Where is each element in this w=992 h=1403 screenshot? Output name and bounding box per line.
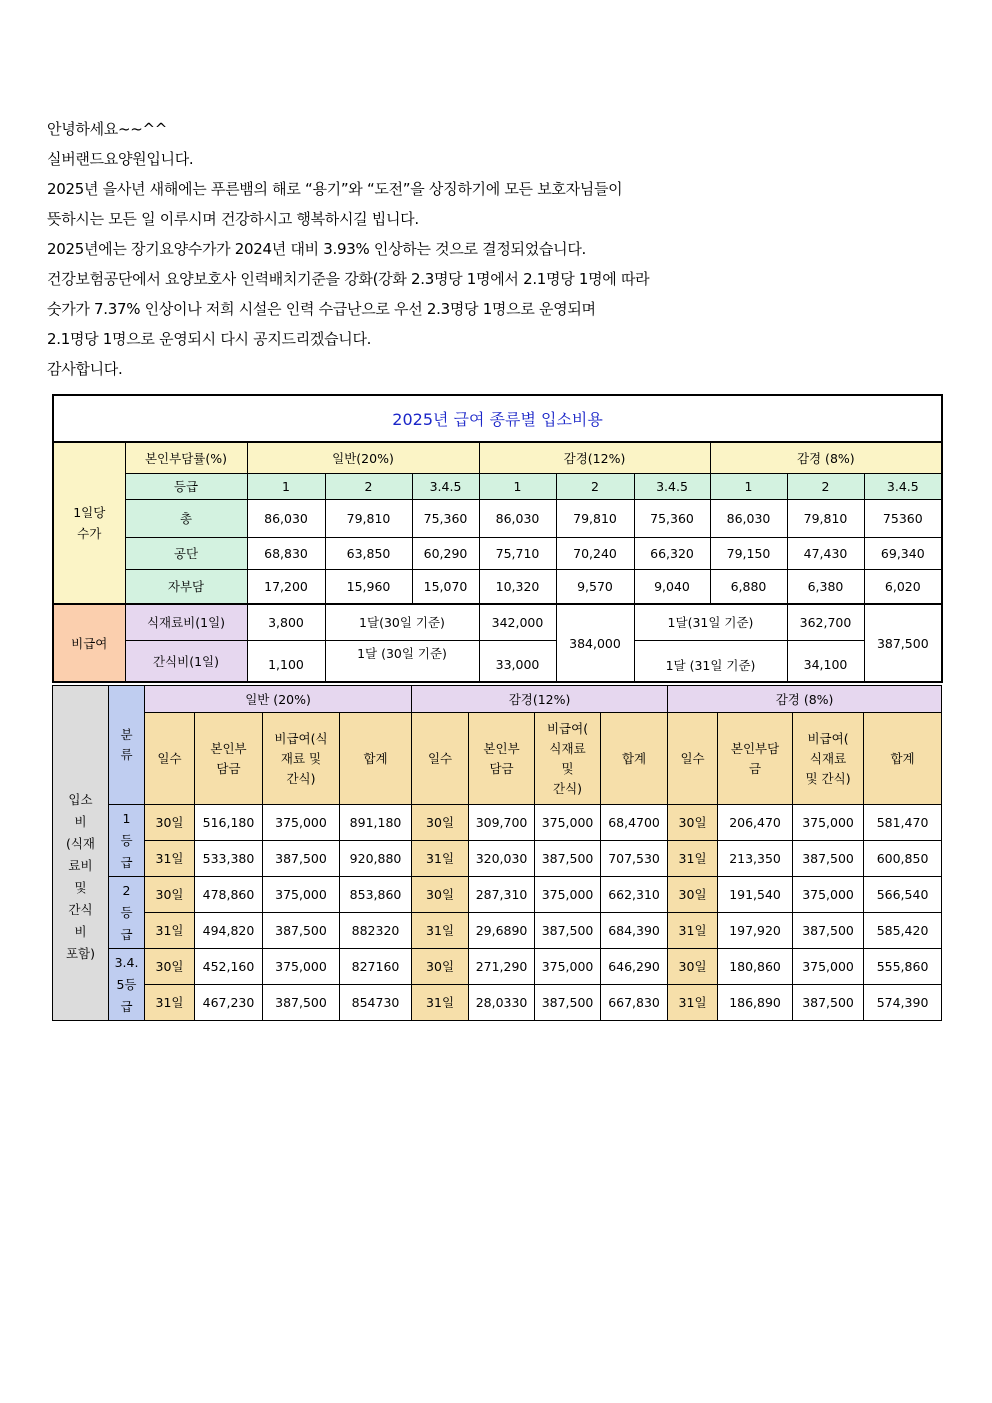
days-cell: 31일 <box>412 985 469 1021</box>
grade-label: 3.4. 5등 급 <box>109 949 145 1021</box>
days-cell: 30일 <box>412 877 469 913</box>
cost-cell: 387,500 <box>263 841 340 877</box>
total-cell: 667,830 <box>601 985 668 1021</box>
days-cell: 31일 <box>668 913 718 949</box>
col-header: 본인부 담금 <box>195 713 263 805</box>
grade-label: 1 등 급 <box>109 805 145 877</box>
cost-cell: 29,6890 <box>469 913 535 949</box>
cost-cell: 375,000 <box>263 805 340 841</box>
cost-cell: 271,290 <box>469 949 535 985</box>
letter-line: 건강보험공단에서 요양보호사 인력배치기준을 강화(강화 2.3명당 1명에서 2.1명당 1명에 따라 <box>47 270 650 288</box>
group-header: 감경(12%) <box>479 442 710 473</box>
rate-label: 본인부담률(%) <box>125 442 247 473</box>
cost-cell: 309,700 <box>469 805 535 841</box>
total-cell: 68,4700 <box>601 805 668 841</box>
cost-cell: 494,820 <box>195 913 263 949</box>
cost-cell: 478,860 <box>195 877 263 913</box>
total-cell: 882320 <box>340 913 412 949</box>
total-cell: 585,420 <box>864 913 942 949</box>
fee-cell: 17,200 <box>247 569 325 604</box>
cost-cell: 287,310 <box>469 877 535 913</box>
cost-cell: 206,470 <box>718 805 793 841</box>
col-header: 일수 <box>412 713 469 805</box>
snack-31-total: 34,100 <box>787 640 864 682</box>
fee-cell: 70,240 <box>556 537 634 569</box>
days-cell: 30일 <box>412 949 469 985</box>
fee-cell: 86,030 <box>710 499 787 537</box>
days-cell: 31일 <box>145 913 195 949</box>
col-header: 일수 <box>145 713 195 805</box>
grade-label: 2 등 급 <box>109 877 145 949</box>
fee-cell: 66,320 <box>634 537 710 569</box>
snack-daily-value: 1,100 <box>247 640 325 682</box>
fee-cell: 75,710 <box>479 537 556 569</box>
grade-header: 3.4.5 <box>412 473 479 499</box>
meal-31-total: 362,700 <box>787 604 864 640</box>
row-label-self-pay: 자부담 <box>125 569 247 604</box>
group-header: 감경 (8%) <box>710 442 942 473</box>
meal-month31-label: 1달(31일 기준) <box>634 604 787 640</box>
group-header: 일반 (20%) <box>145 686 412 713</box>
total-cell: 854730 <box>340 985 412 1021</box>
cost-cell: 387,500 <box>793 913 864 949</box>
col-header: 합계 <box>864 713 942 805</box>
fee-cell: 47,430 <box>787 537 864 569</box>
cost-cell: 387,500 <box>793 985 864 1021</box>
fee-table-title: 2025년 급여 종류별 입소비용 <box>53 395 942 442</box>
cost-cell: 375,000 <box>535 877 601 913</box>
cost-cell: 387,500 <box>535 841 601 877</box>
days-cell: 30일 <box>145 949 195 985</box>
total-cell: 555,860 <box>864 949 942 985</box>
grade-header: 2 <box>325 473 412 499</box>
fee-cell: 79,810 <box>325 499 412 537</box>
cost-cell: 387,500 <box>535 985 601 1021</box>
cost-cell: 516,180 <box>195 805 263 841</box>
fee-cell: 9,040 <box>634 569 710 604</box>
combined-31-total: 387,500 <box>864 604 942 682</box>
grade-header: 3.4.5 <box>864 473 942 499</box>
total-cell: 891,180 <box>340 805 412 841</box>
days-cell: 30일 <box>668 805 718 841</box>
cost-cell: 387,500 <box>793 841 864 877</box>
cost-cell: 387,500 <box>535 913 601 949</box>
letter-line: 감사합니다. <box>47 360 123 378</box>
cost-cell: 387,500 <box>263 985 340 1021</box>
group-header: 일반(20%) <box>247 442 479 473</box>
cost-cell: 375,000 <box>535 949 601 985</box>
fee-cell: 9,570 <box>556 569 634 604</box>
grade-header: 3.4.5 <box>634 473 710 499</box>
letter-line: 숫가가 7.37% 인상이나 저희 시설은 인력 수급난으로 우선 2.3명당 1명으로 운영되며 <box>47 300 596 318</box>
fee-cell: 75360 <box>864 499 942 537</box>
fee-cell: 60,290 <box>412 537 479 569</box>
meal-30-total: 342,000 <box>479 604 556 640</box>
cost-cell: 375,000 <box>793 877 864 913</box>
fee-cell: 6,880 <box>710 569 787 604</box>
cost-cell: 186,890 <box>718 985 793 1021</box>
letter-line: 2025년 을사년 새해에는 푸른뱀의 해로 “용기”와 “도전”을 상징하기에 모든 보호자님들이 <box>47 180 623 198</box>
fee-table <box>52 394 943 683</box>
days-cell: 30일 <box>145 805 195 841</box>
total-cell: 574,390 <box>864 985 942 1021</box>
cost-cell: 467,230 <box>195 985 263 1021</box>
grade-header: 2 <box>787 473 864 499</box>
meal-daily-value: 3,800 <box>247 604 325 640</box>
fee-cell: 79,150 <box>710 537 787 569</box>
cost-cell: 213,350 <box>718 841 793 877</box>
days-cell: 30일 <box>668 877 718 913</box>
cost-cell: 375,000 <box>263 949 340 985</box>
grade-header: 1 <box>710 473 787 499</box>
total-cell: 827160 <box>340 949 412 985</box>
fee-cell: 79,810 <box>787 499 864 537</box>
total-cell: 920,880 <box>340 841 412 877</box>
admission-side-label: 입소 비 (식재 료비 및 간식 비 포함) <box>53 686 109 1021</box>
total-cell: 853,860 <box>340 877 412 913</box>
days-cell: 30일 <box>145 877 195 913</box>
greeting-letter <box>47 114 649 384</box>
fee-cell: 63,850 <box>325 537 412 569</box>
col-header: 합계 <box>601 713 668 805</box>
cost-cell: 375,000 <box>535 805 601 841</box>
cost-cell: 452,160 <box>195 949 263 985</box>
fee-cell: 86,030 <box>247 499 325 537</box>
col-header: 비급여( 식재료 및 간식) <box>535 713 601 805</box>
days-cell: 31일 <box>145 985 195 1021</box>
col-header: 본인부담 금 <box>718 713 793 805</box>
fee-cell: 69,340 <box>864 537 942 569</box>
letter-line: 2025년에는 장기요양수가가 2024년 대비 3.93% 인상하는 것으로 결정되었습니다. <box>47 240 586 258</box>
grade-header: 1 <box>247 473 325 499</box>
fee-cell: 75,360 <box>412 499 479 537</box>
col-header: 본인부 담금 <box>469 713 535 805</box>
combined-30-total: 384,000 <box>556 604 634 682</box>
fee-cell: 15,960 <box>325 569 412 604</box>
letter-line: 뜻하시는 모든 일 이루시며 건강하시고 행복하시길 빕니다. <box>47 210 419 228</box>
cost-cell: 375,000 <box>793 805 864 841</box>
cost-cell: 533,380 <box>195 841 263 877</box>
letter-line: 실버랜드요양원입니다. <box>47 150 194 168</box>
cost-cell: 320,030 <box>469 841 535 877</box>
grade-header: 1 <box>479 473 556 499</box>
cost-cell: 28,0330 <box>469 985 535 1021</box>
col-header: 비급여( 식재료 및 간식) <box>793 713 864 805</box>
days-cell: 31일 <box>412 841 469 877</box>
cost-cell: 387,500 <box>263 913 340 949</box>
admission-table <box>52 685 942 1021</box>
snack-month30-label: 1달 (30일 기준) <box>325 640 479 682</box>
col-header: 비급여(식 재료 및 간식) <box>263 713 340 805</box>
cost-cell: 197,920 <box>718 913 793 949</box>
total-cell: 684,390 <box>601 913 668 949</box>
total-cell: 646,290 <box>601 949 668 985</box>
fee-cell: 10,320 <box>479 569 556 604</box>
fee-cell: 6,380 <box>787 569 864 604</box>
daily-rate-label: 1일당 수가 <box>53 442 125 604</box>
fee-cell: 15,070 <box>412 569 479 604</box>
days-cell: 31일 <box>412 913 469 949</box>
grade-label: 등급 <box>125 473 247 499</box>
letter-line: 2.1명당 1명으로 운영되시 다시 공지드리겠습니다. <box>47 330 372 348</box>
total-cell: 566,540 <box>864 877 942 913</box>
snack-label: 간식비(1일) <box>125 640 247 682</box>
letter-line: 안녕하세요~~^^ <box>47 120 168 138</box>
row-label-corporation: 공단 <box>125 537 247 569</box>
fee-cell: 75,360 <box>634 499 710 537</box>
days-cell: 31일 <box>668 985 718 1021</box>
col-header: 일수 <box>668 713 718 805</box>
meal-label: 식재료비(1일) <box>125 604 247 640</box>
total-cell: 662,310 <box>601 877 668 913</box>
cost-cell: 180,860 <box>718 949 793 985</box>
grade-header: 2 <box>556 473 634 499</box>
total-cell: 581,470 <box>864 805 942 841</box>
days-cell: 30일 <box>412 805 469 841</box>
snack-30-total: 33,000 <box>479 640 556 682</box>
meal-month30-label: 1달(30일 기준) <box>325 604 479 640</box>
fee-cell: 79,810 <box>556 499 634 537</box>
noncovered-label: 비급여 <box>53 604 125 682</box>
col-header: 합계 <box>340 713 412 805</box>
days-cell: 31일 <box>668 841 718 877</box>
group-header: 감경(12%) <box>412 686 668 713</box>
days-cell: 30일 <box>668 949 718 985</box>
row-label-total: 총 <box>125 499 247 537</box>
total-cell: 707,530 <box>601 841 668 877</box>
category-label: 분 류 <box>109 686 145 805</box>
group-header: 감경 (8%) <box>668 686 942 713</box>
cost-cell: 375,000 <box>263 877 340 913</box>
fee-cell: 68,830 <box>247 537 325 569</box>
total-cell: 600,850 <box>864 841 942 877</box>
days-cell: 31일 <box>145 841 195 877</box>
fee-cell: 86,030 <box>479 499 556 537</box>
fee-cell: 6,020 <box>864 569 942 604</box>
cost-cell: 191,540 <box>718 877 793 913</box>
cost-cell: 375,000 <box>793 949 864 985</box>
snack-month31-label: 1달 (31일 기준) <box>634 640 787 682</box>
